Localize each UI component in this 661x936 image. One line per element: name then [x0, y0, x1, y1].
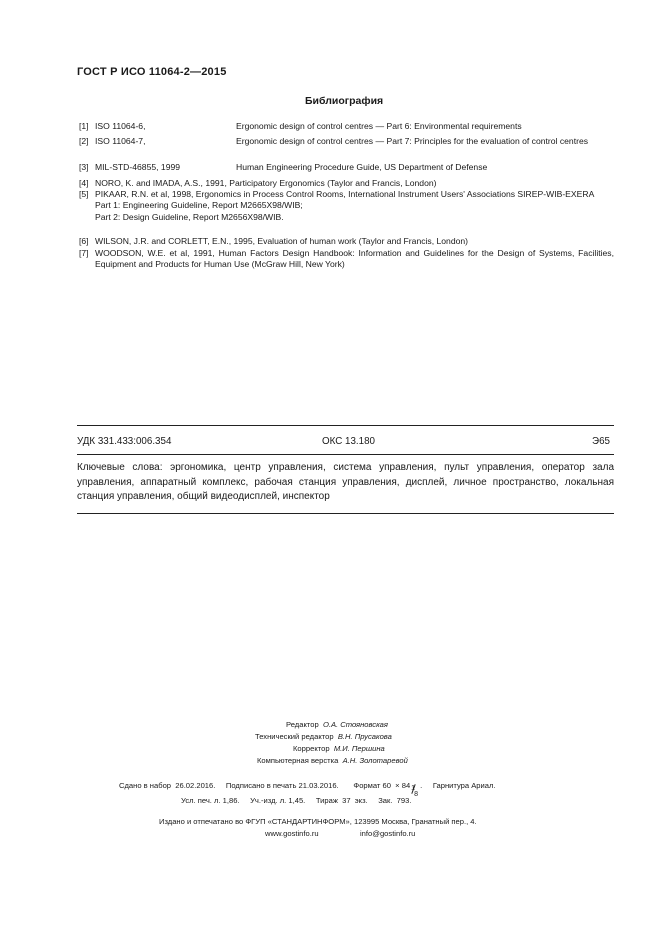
bib-number: [7]: [79, 248, 89, 258]
bib-number: [4]: [79, 178, 89, 188]
keywords-text: Ключевые слова: эргономика, центр управления, система управления, пульт управления, оператор зала управления, аппаратный комплекс, рабочая станция управления, дисплей, личное пространство, локальная станция управления, общий видеодисплей, инспектор: [77, 462, 614, 503]
publisher-line: Издано и отпечатано во ФГУП «СТАНДАРТИНФОРМ», 123995 Москва, Гранатный пер., 4.: [159, 817, 477, 826]
corrector-name: М.И. Першина: [333, 744, 385, 753]
website-link[interactable]: www.gostinfo.ru: [265, 829, 319, 838]
print-details-line-2: Усл. печ. л. 1,86. Уч.-изд. л. 1,45. Тираж 37 экз. Зак. 793.: [181, 796, 412, 805]
editor-line: [286, 719, 388, 731]
bib-number: [6]: [79, 236, 89, 246]
bib-reference: ISO 11064-7,: [95, 136, 146, 146]
bib-title: Ergonomic design of control centres — Part 7: Principles for the evaluation of control centres: [236, 136, 589, 146]
bib-number: [2]: [79, 136, 89, 146]
bib-title: Human Engineering Procedure Guide, US Department of Defense: [236, 162, 488, 172]
bib-reference: MIL-STD-46855, 1999: [95, 162, 181, 172]
bib-number: [1]: [79, 121, 89, 131]
bib-text: WOODSON, W.E. et al, 1991, Human Factors Design Handbook: Information and Guidelines for the Design of Systems, Facilities, Equipment and Products for Human Use (McGraw Hill, New York): [95, 248, 614, 270]
corrector-label: Корректор: [293, 744, 330, 753]
oks-code: ОКС 13.180: [322, 436, 375, 447]
layout-name: А.Н. Золотаревой: [342, 756, 408, 765]
document-code: ГОСТ Р ИСО 11064-2—2015: [77, 66, 227, 78]
tech-editor-label: Технический редактор: [255, 732, 334, 741]
bib-number: [3]: [79, 162, 89, 172]
tech-editor-name: В.Н. Прусакова: [337, 732, 392, 741]
fraction-denominator: 8: [414, 791, 419, 798]
bib-sub-part-1: Part 1: Engineering Guideline, Report M2665X98/WIB;: [95, 200, 303, 211]
bib-sub-part-2: Part 2: Design Guideline, Report M2656X98/WIB.: [95, 211, 284, 222]
bib-number: [5]: [79, 189, 89, 199]
bib-title: Ergonomic design of control centres — Part 6: Environmental requirements: [236, 121, 522, 131]
udk-code: УДК 331.433:006.354: [77, 436, 172, 447]
editor-name: О.А. Стояновская: [322, 720, 388, 729]
print-details-end: . Гарнитура Ариал.: [420, 781, 496, 790]
tech-editor-line: [255, 731, 392, 743]
layout-line: [257, 755, 408, 767]
corrector-line: [293, 743, 385, 755]
layout-label: Компьютерная верстка: [257, 756, 339, 765]
print-details: Сдано в набор 26.02.2016. Подписано в печать 21.03.2016. Формат 60 × 84: [119, 781, 411, 790]
email-link[interactable]: info@gostinfo.ru: [360, 829, 416, 838]
bib-text: WILSON, J.R. and CORLETT, E.N., 1995, Evaluation of human work (Taylor and Francis, London): [95, 236, 469, 246]
group-code: Э65: [592, 436, 610, 447]
bib-text: NORO, K. and IMADA, A.S., 1991, Participatory Ergonomics (Taylor and Francis, London): [95, 178, 437, 188]
bib-reference: ISO 11064-6,: [95, 121, 146, 131]
editor-label: Редактор: [286, 720, 319, 729]
bib-text: PIKAAR, R.N. et al, 1998, Ergonomics in Process Control Rooms, International Instrument Users' Associations SIREP-WIB-EXERA: [95, 189, 595, 199]
print-details-line-1: [119, 780, 496, 798]
